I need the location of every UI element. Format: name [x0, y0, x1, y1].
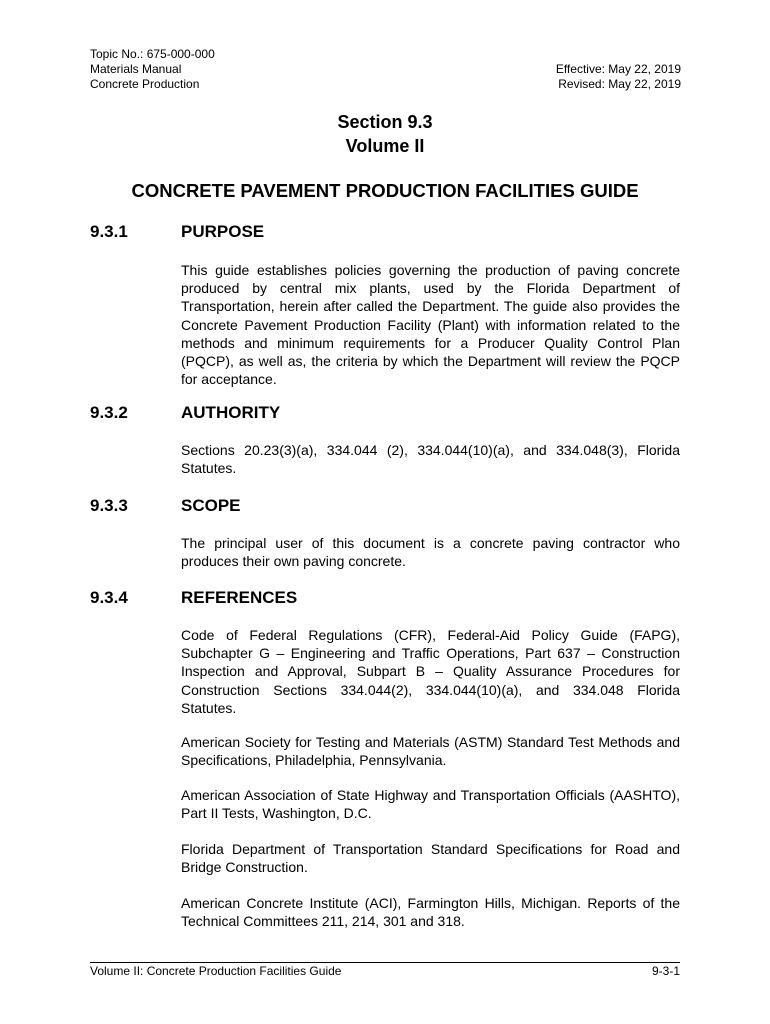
revised-date: Revised: May 22, 2019: [558, 77, 681, 91]
scope-paragraph: The principal user of this document is a concrete paving contractor who produces their own paving concrete.: [181, 535, 680, 570]
footer-title: Volume II: Concrete Production Facilities Guide: [90, 964, 342, 978]
purpose-paragraph: This guide establishes policies governing the production of paving concrete produced by central mix plants, used by the Florida Department of Transportation, herein after called the Department. The guide also provides the Concrete Pavement Production Facility (Plant) with information related to the methods and minimum requirements for a Producer Quality Control Plan (PQCP), as well as, the criteria by which the Department will review the PQCP for acceptance.: [181, 262, 680, 388]
footer-divider: [90, 962, 680, 963]
document-title: CONCRETE PAVEMENT PRODUCTION FACILITIES GUIDE: [131, 180, 639, 201]
reference-fdot: Florida Department of Transportation Standard Specifications for Road and Bridge Construction.: [181, 841, 680, 876]
reference-cfr: Code of Federal Regulations (CFR), Federal-Aid Policy Guide (FAPG), Subchapter G – Engineering and Traffic Operations, Part 637 – Construction Inspection and Approval, Subpart B – Quality Assurance Procedures for Construction Sections 334.044(2), 334.044(10)(a), and 334.048 Florida Statutes.: [181, 627, 680, 716]
section-heading: PURPOSE: [181, 222, 265, 241]
reference-aashto: American Association of State Highway and Transportation Officials (AASHTO), Part II Tests, Washington, D.C.: [181, 787, 680, 822]
section-title-block: [0, 110, 770, 158]
effective-date: Effective: May 22, 2019: [555, 62, 681, 76]
volume-title: Volume II: [345, 136, 425, 156]
section-number: 9.3.2: [90, 403, 128, 422]
page-number: 9-3-1: [651, 964, 680, 978]
topic-number: Topic No.: 675-000-000: [90, 47, 215, 61]
section-number: 9.3.3: [90, 496, 128, 515]
manual-chapter: Concrete Production: [90, 77, 200, 91]
authority-paragraph: Sections 20.23(3)(a), 334.044 (2), 334.044(10)(a), and 334.048(3), Florida Statutes.: [181, 442, 680, 477]
header-right: [556, 62, 681, 92]
reference-astm: American Society for Testing and Materials (ASTM) Standard Test Methods and Specifications, Philadelphia, Pennsylvania.: [181, 734, 680, 769]
header-left: [90, 47, 215, 92]
manual-name: Materials Manual: [90, 62, 182, 76]
section-title: Section 9.3: [337, 112, 433, 132]
section-number: 9.3.1: [90, 222, 128, 241]
section-heading: SCOPE: [181, 496, 241, 515]
section-heading: REFERENCES: [181, 588, 298, 607]
reference-aci: American Concrete Institute (ACI), Farmington Hills, Michigan. Reports of the Technical Committees 211, 214, 301 and 318.: [181, 895, 680, 930]
section-number: 9.3.4: [90, 588, 128, 607]
section-heading: AUTHORITY: [181, 403, 281, 422]
